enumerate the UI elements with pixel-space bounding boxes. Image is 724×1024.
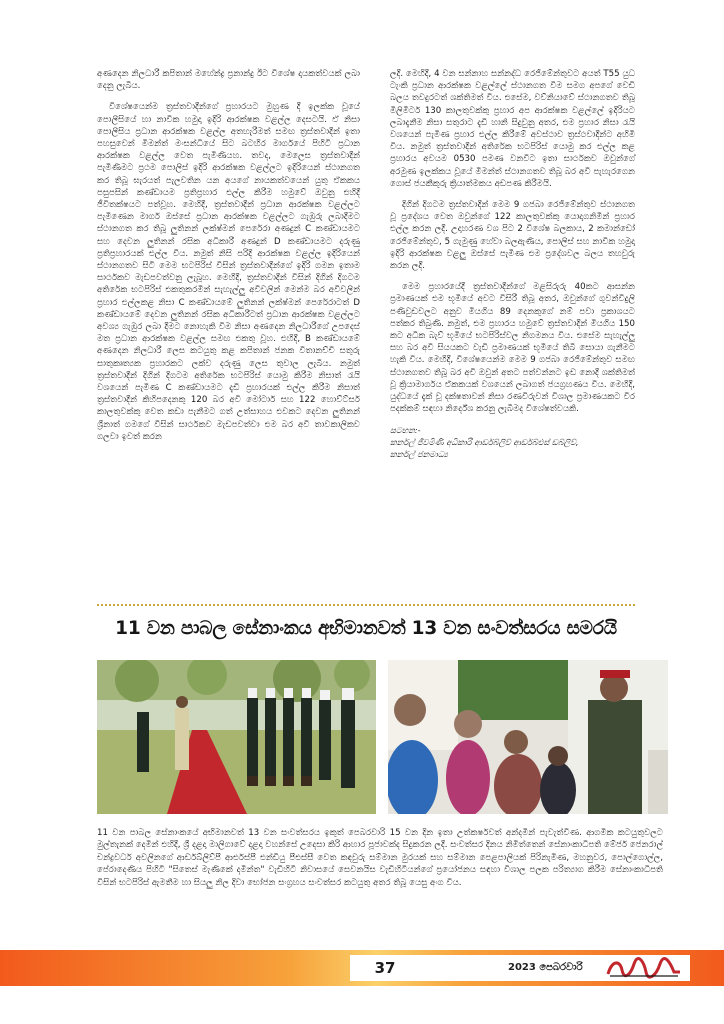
article-left-column [97,68,360,452]
page-number: 37 [374,959,396,977]
elders-home-visit-photo [388,660,668,814]
article-paragraph: අණදෙන නිලධාරී කපිතාන් මහේන්ද්‍ර ප්‍රනාන්දු ඊට විශේෂ දායකත්වයක් ලබා දෙනු ලැබීය. [97,69,360,92]
publication-date: 2023 පෙබරවාරි [508,962,583,973]
article-paragraph: මෙම ප්‍රහාරයේදී ත්‍රස්තවාදීන්ගේ මළසිරුරු 40කට ආසන්න ප්‍රමාණයක් එම භූමියේ අවට විසිරී තිබූ අතර, ඔවුන්ගේ ගුවන්විදුලි පණිවුඩවලට අනුව මියගිය 89 දෙනකුගේ නම් පවා ප්‍රකාශයට පත්කර තිබුණි. නමුත්, එම ප්‍රහාරය හමුවේ ත්‍රස්තවාදීන් මියගිය 150 කට අධික බැව් භූමියේ භටපිරිස්වල නිගමනය විය. එසේම සැහැල්ලු සහ බර අවි සියයකට වැඩි ප්‍රමාණයක් භූමියේ තිබී සොයා ගැනීමට හැකි විය. මෙහිදී, විශේෂයෙන්ම මෙම 9 ගජබා රෙජිමේන්තුව සමඟ ස්ථානගතව තිබූ බර අවි ඔවුන් අතට පත්වන්නට ඉඩ නොදී ශක්තිමත් වූ ක්‍රියාමාර්ගය ඒකකයක් වශයෙන් ලබාගත් ජයග්‍රහණය විය. මෙහිදී, යුද්ධයේ දැක් වූ දක්ෂතාවන් නිසා රණවිරුවන් විශාල ප්‍රමාණයකට විර පදක්කම් සඳහා නිර්දේශ කරනු ලැබීමද විශේෂත්වයකි. [390,282,635,415]
article-paragraph: දිගින් දිගටම ත්‍රස්තවාදීන් මෙම 9 ගජබා රෙජිමේන්තුව ස්ථානගත වූ ප්‍රදේශය වෙත ඔවුන්ගේ 122 කාලතුවක්කු යොදාගනිමින් ප්‍රහාර එල්ල කරන ලදී. උදාහරණ වශ පිට 2 විශේෂ බලකාය, 2 කමාන්ඩෝ රෙජිමේන්තුව, 5 ගැමුණු හේවා බලඇණිය, පොලිස් සහ නාවික හමුදා ඉදිරි ආරක්ෂක වළලු ඔස්සේ පැමිණ එම ප්‍රදේශවල බලය තහවුරු කරන ලදී. [390,200,635,272]
feature-headline: 11 වන පාබල සේනාංකය අභිමානවත් 13 වන සංවත්සරය සමරයි [115,618,617,639]
guard-of-honour-photo [97,660,376,814]
article-credit [390,424,635,460]
article-paragraph: විශේෂයෙන්ම ත්‍රස්තවාදීන්ගේ ප්‍රහාරයට මුහුණ දී ඉලක්ක වූයේ පොලීසියේ හා නාවික හමුදා ඉදිරි ආරක්ෂක වළල්ල දෙසටයි. ඒ නිසා පොලීසිය ප්‍රධාන ආරක්ෂක වළල්ල අතහැරීමත් සමඟ ත්‍රස්තවාදීන් ඉතා පහසුවෙන් මිමන්ත් මංසන්ධියේ සිට බටහිර මාර්ගයේ පිහිටි ප්‍රධාන ආරක්ෂක වළල්ල වෙත පැමිණියහ. තවද, මෙලෙස ත්‍රස්තවාදීන් පැමිණීමට ප්‍රථම පොලිස් ඉදිරි ආරක්ෂක වළල්ලට ඉදිරියෙන් ස්ථානගත කර තිබූ ඝැරයත් පැලවතින යන අයගේ නායකත්වයෙන් යුතු ඒකකය පසුපසින් කණ්ඩායම ප්‍රතිප්‍රහාර එල්ල කිරීම හමුවේ ඔවුනු එහිදී ජීවිතක්ෂයට පත්වූහ. මෙහිදී, ත්‍රස්තවාදීන් ප්‍රධාන ආරක්ෂක වළල්ලට පැමිණෙන මාර්ග ඔස්සේ ප්‍රධාන ආරක්ෂක වළල්ලට ගැඹුරු ලබාදීමට ස්ථානගත කර තිබූ ලුතිනන් ලක්ෂ්මන් පෙරේරා අණදුන් C කණ්ඩායමට සහ දෙවන ලුතිනන් රසික අධිකාරී අණදුන් D කණ්ඩායමට දරුණු ප්‍රතිප්‍රහාරයක් එල්ල විය. නමුත් නිසි පරිදි ආරක්ෂක වළල්ල ඉදිරියෙන් ස්ථානගතව සිටි මෙම භටපිරිස් විසින් ත්‍රස්තවාදීන්ගේ ඉදිරි ගමන ඉතාම සාර්ථකව මැඩපවත්වනු ලැබූහ. මෙහිදී, ත්‍රස්තවාදීන් විසින් දිගින් දිගටම අතිරේක භටපිරිස් එකතුකරමින් සැහැල්ලු අවිවලින් මෙන්ම බර අවිවලින් ප්‍රහාර එල්ලකළ නිසා C කණ්ඩායමේ ලුතිනන් ලක්ෂ්මන් පෙරේරාටත් D කණ්ඩායමේ දෙවන ලුතිනන් රසික අධිකාරීටත් ප්‍රධාන ආරක්ෂක වළල්ලට අවශ්‍ය ගැඹුර ලබා දීමට නොහැකි විම නිසා අණදෙන නිලධාරීගේ උපදෙස් මත ප්‍රධාන ආරක්ෂක වළල්ල සමඟ එකතු වූහ. එහිදී, B කණ්ඩායමේ අණදෙන නිලධාරී ලෙස කටයුතු කළ කපිතාන් ජනක විතානච්චි සතුරු සාතුකෘත්‍යක ප්‍රහාරකට ලක්ව දරුණු ලෙස තුවාල ලැබීය. නමුත් ත්‍රස්තවාදීන් දිගින් දිගටම අතිරේක භටපිරිස් යොමු කිරීම නිසාත් රැයි වශයෙන් පැමිණ C කණ්ඩායමට දැඩි ප්‍රහාරයක් එල්ල කිරීම නිසාත් ත්‍රස්තවාදීන් කිහිපදෙනකු 120 බර අවි මෝටාර් සහ 122 හොව්ට්සර් කාලතුවක්කු වෙත කඩා පැනීමට ගත් උත්සාහය එවකට දෙවන ලුතිනන් ශ්‍රීනාත් ගමගේ විසින් සාර්ථකව මැඩපවත්වා එම බර අවි තාවකාලිකව ගලවා ඉවත් කරන [97,102,360,442]
credit-label: සටහන:- [390,425,421,436]
ranaviruwa-logo [604,956,684,980]
credit-author: කර්නල් ජීවමිණි අධිකාරි ආර්ඩබ්ලිව් ආර්ඩබ්එස් ඩබ්ලිව්, [390,437,579,448]
feature-body [97,827,663,889]
page-footer [0,950,724,986]
article-paragraph: ලදී. මෙහිදී, 4 වන සන්නාහ සන්නද්ධ රෙජිමේන්තුවට අයත් T55 යුධ ටැංකි ප්‍රධාන ආරක්ෂක වළල්ලේ ස්ථානගත විම සමග අපගේ වෙඩි බලය තවදුරටත් ශක්තිමත් විය. එසේම, වව්නියාවේ ස්ථානගතව තිබූ මිලිමීටර් 130 කාලතුවක්කු ප්‍රහාර අප ආරක්ෂක වළල්ලේ ඉදිරියට ලබාදැනීම නිසා සතුරාට දැඩි හානි සිදුවුනු අතර, එම ප්‍රහාර නිසා රැයි වශයෙන් පැමිණ ප්‍රහාර එල්ල කිරීමේ අවස්ථාව ත්‍රස්ථවාදීන්ට අහිමි විය. නමුත් ත්‍රස්තවාදීන් අතිරේක භටපිරිස් යොමු කර එල්ල කළ ප්‍රහාරය අවයම 0530 පමණ වනවිට ඉතා සාර්ථකව ඔවුන්ගේ අරමුණ ඉලක්කය වූයේ මිමන්ත් ස්ථානගතව තිබූ බර අවි පැහැරගෙන ගොස් ජයකීකුරු ක්‍රියාත්මකය අඩපණ කිරීමයි. [390,69,635,189]
article-right-column [390,68,635,460]
feature-paragraph: 11 වන පාබල සේනාංකයේ අභිමානවත් 13 වන සංවත්සරය ඉකුත් පෙබරවාරි 15 වන දින ඉතා උත්කර්ෂවත් අන්දමින් පැවැත්විණ. ආගමික කටයුතුවලට මුල්තැනක් දෙමින් එහිදී, ශ්‍රී දළදා මාලිගාවේ දළදා වහන්සේ උදෙසා කිරි ආහාර පූජාවක්ද සිදුකරන ලදී. සංවත්සර දිනය නිමිත්තෙන් සේනාංකාධිපති මේජර් ජෙනරාල් චන්ද්‍රවර්ධ අවලිනගේ ආර්ඩබ්ලිව්පී ආර්එස්පී එන්ඩීයු පීඑස්සී වෙත කඳවුරු සම්මාන මුරයක් සහ සම්මාන පෙළපාලියක් පිරිනැමිණ, මහනුවර, පොල්ගොල්ල, පේරාදෙණිය පිහිටි "සිතෙස් මැණිකේ දමීන්ත" වැඩිහිටි නිවාසයේ සෙවනයිස වැඩිහිටියන්ගේ ප්‍රයෝජනය සඳහා විශාල පලක පරිත්‍යාග කිරීම සේනාංකාධිපති විසින් භටපිරිස් ඇමතීම හා සියලු නිල දිවා භෝජන සංග්‍රහය සංවත්සර කටයුතු අතර තිබූ යෙසු අංග විය. [97,828,663,888]
credit-role: කර්නල් ජනමාධ්‍ය [390,449,448,460]
section-divider [97,604,635,606]
